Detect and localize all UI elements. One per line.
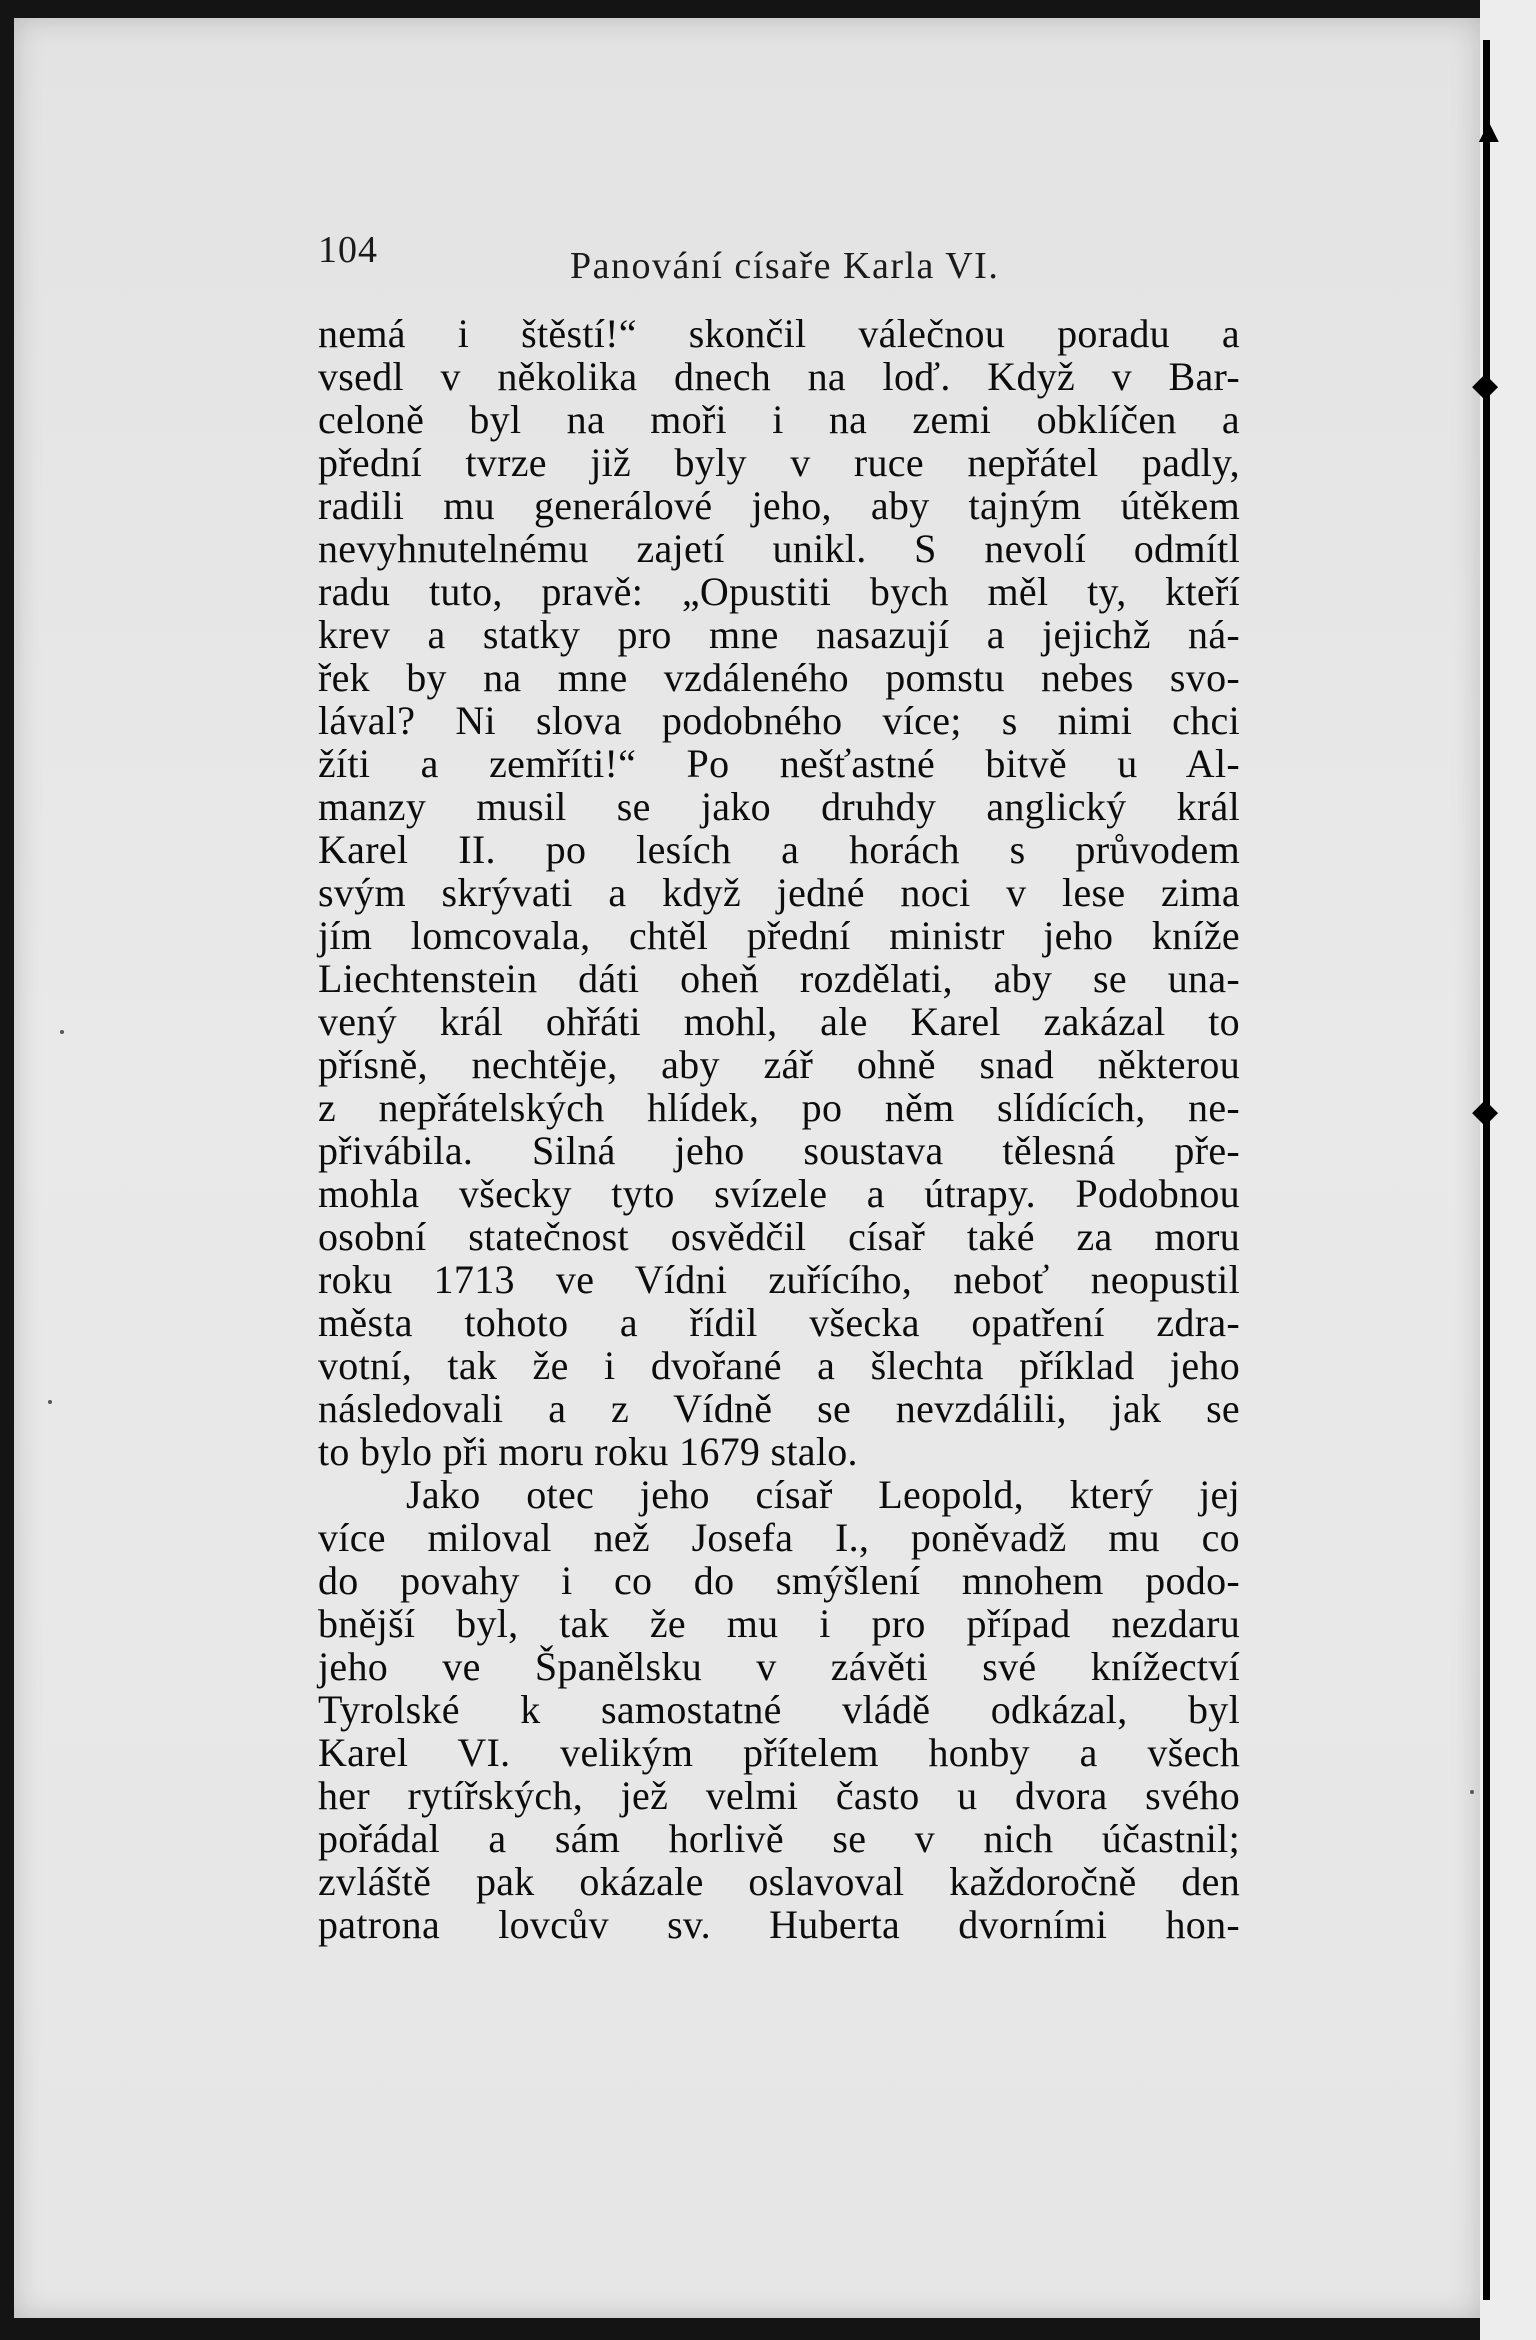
- page-number: 104: [318, 229, 378, 271]
- text-line: Karel II. po lesích a horách s průvodem: [318, 827, 1240, 872]
- text-line: vsedl v několika dnech na loď. Když v Bar-: [318, 354, 1240, 399]
- text-line: přední tvrze již byly v ruce nepřátel padly,: [318, 440, 1240, 485]
- text-line: celoně byl na moři i na zemi obklíčen a: [318, 397, 1240, 442]
- text-line: přísně, nechtěje, aby zář ohně snad některou: [318, 1042, 1240, 1087]
- text-line: nevyhnutelnému zajetí unikl. S nevolí odmítl: [318, 526, 1240, 571]
- text-line: bnější byl, tak že mu i pro případ nezdaru: [318, 1601, 1240, 1646]
- text-line: z nepřátelských hlídek, po něm slídících, ne-: [318, 1085, 1240, 1130]
- body-text: [318, 312, 1240, 1946]
- text-line: manzy musil se jako druhdy anglický král: [318, 784, 1240, 829]
- text-line: zvláště pak okázale oslavoval každoročně den: [318, 1859, 1240, 1904]
- text-line: více miloval než Josefa I., poněvadž mu co: [318, 1515, 1240, 1560]
- text-line: do povahy i co do smýšlení mnohem podo-: [318, 1558, 1240, 1603]
- text-line: přivábila. Silná jeho soustava tělesná pře-: [318, 1128, 1240, 1173]
- text-line: votní, tak že i dvořané a šlechta příklad jeho: [318, 1343, 1240, 1388]
- diamond-icon: ◆: [1472, 1093, 1499, 1130]
- text-line: řek by na mne vzdáleného pomstu nebes svo-: [318, 655, 1240, 700]
- running-head: Panování císaře Karla VI.: [570, 245, 1000, 287]
- text-line: Jako otec jeho císař Leopold, který jej: [406, 1472, 1240, 1517]
- text-line: nemá i štěstí!“ skončil válečnou poradu a: [318, 311, 1240, 356]
- text-line: radili mu generálové jeho, aby tajným útěkem: [318, 483, 1240, 528]
- text-line: roku 1713 ve Vídni zuřícího, neboť neopustil: [318, 1257, 1240, 1302]
- scan-speck: [48, 1400, 52, 1404]
- text-line: patrona lovcův sv. Huberta dvorními hon-: [318, 1902, 1240, 1947]
- text-line: her rytířských, jež velmi často u dvora svého: [318, 1773, 1240, 1818]
- diamond-icon: ◆: [1472, 367, 1499, 404]
- text-line: jím lomcovala, chtěl přední ministr jeho kníže: [318, 913, 1240, 958]
- text-line: mohla všecky tyto svízele a útrapy. Podobnou: [318, 1171, 1240, 1216]
- text-line: Karel VI. velikým přítelem honby a všech: [318, 1730, 1240, 1775]
- text-line: jeho ve Španělsku v závěti své knížectví: [318, 1644, 1240, 1689]
- text-line: radu tuto, pravě: „Opustiti bych měl ty, kteří: [318, 569, 1240, 614]
- text-line: Liechtenstein dáti oheň rozdělati, aby se una-: [318, 956, 1240, 1001]
- text-line: to bylo při moru roku 1679 stalo.: [318, 1429, 858, 1474]
- text-line: osobní statečnost osvědčil císař také za moru: [318, 1214, 1240, 1259]
- text-line: krev a statky pro mne nasazují a jejichž ná-: [318, 612, 1240, 657]
- arrow-up-icon: ▲: [1472, 113, 1506, 150]
- text-line: žíti a zemříti!“ Po nešťastné bitvě u Al-: [318, 741, 1240, 786]
- text-line: města tohoto a řídil všecka opatření zdra-: [318, 1300, 1240, 1345]
- text-line: následovali a z Vídně se nevzdálili, jak se: [318, 1386, 1240, 1431]
- text-line: vený král ohřáti mohl, ale Karel zakázal to: [318, 999, 1240, 1044]
- text-line: lával? Ni slova podobného více; s nimi chci: [318, 698, 1240, 743]
- text-line: svým skrývati a když jedné noci v lese zima: [318, 870, 1240, 915]
- text-line: Tyrolské k samostatné vládě odkázal, byl: [318, 1687, 1240, 1732]
- scan-speck: [60, 1030, 64, 1034]
- scan-speck: [1470, 1790, 1474, 1794]
- text-line: pořádal a sám horlivě se v nich účastnil;: [318, 1816, 1240, 1861]
